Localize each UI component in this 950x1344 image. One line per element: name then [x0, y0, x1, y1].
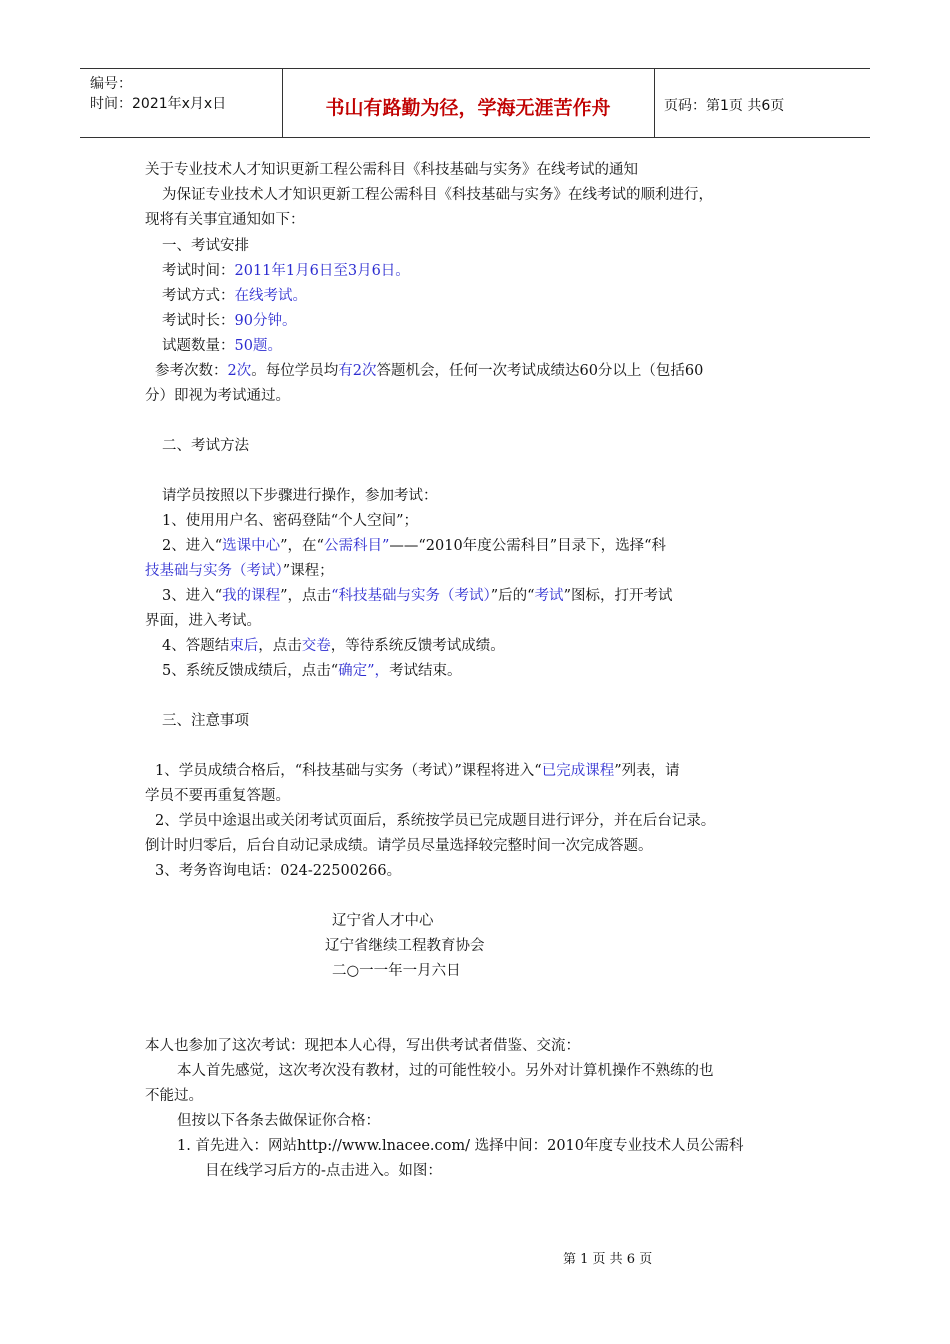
text-segment: 辽宁省人才中心 [332, 913, 434, 929]
highlighted-text: 考试 [534, 588, 564, 604]
text-segment: ”后的“ [490, 588, 535, 604]
highlighted-text: 确定”， [338, 663, 390, 679]
header-motto: 书山有路勤为径，学海无涯苦作舟 [325, 97, 611, 119]
text-line [145, 561, 334, 581]
text-segment: ”课程； [282, 563, 334, 579]
text-line [145, 836, 653, 856]
text-segment: 倒计时归零后，后台自动记录成绩。请学员尽量选择较完整时间一次完成答题。 [145, 838, 653, 854]
text-segment: 4、答题结 [162, 638, 230, 654]
text-segment: 目在线学习后方的-点击进入。如图： [205, 1163, 442, 1179]
text-segment: 一、考试安排 [162, 238, 249, 254]
text-segment: 分）即视为考试通过。 [145, 388, 290, 404]
text-segment: 试题数量： [162, 338, 235, 354]
text-line [162, 486, 438, 506]
text-segment: 考试结束。 [389, 663, 462, 679]
text-segment: 考试方式： [162, 288, 235, 304]
text-segment: 不能过。 [145, 1088, 203, 1104]
text-line [177, 1061, 714, 1081]
text-segment: 考试时长： [162, 313, 235, 329]
highlighted-text: 技基础与实务（考试） [145, 563, 283, 579]
highlighted-text: 在线考试。 [234, 288, 307, 304]
text-segment: 本人也参加了这次考试：现把本人心得，写出供考试者借鉴、交流： [145, 1038, 580, 1054]
highlighted-text: 2011年1月6日至3月6日。 [234, 263, 410, 279]
text-line [325, 936, 485, 956]
text-segment: 5、系统反馈成绩后，点击“ [162, 663, 339, 679]
document-time-label: 时间：2021年x月x日 [90, 96, 227, 112]
text-line [162, 536, 666, 556]
text-line [155, 361, 703, 381]
text-segment: 辽宁省继续工程教育协会 [325, 938, 485, 954]
text-line [162, 661, 462, 681]
header-motto-cell [282, 69, 655, 137]
text-line [162, 636, 505, 656]
text-line [145, 210, 305, 230]
document-number-label: 编号： [90, 76, 132, 92]
page-header [80, 68, 870, 138]
highlighted-text: 公需科目” [323, 538, 390, 554]
text-line [177, 1111, 380, 1131]
text-line [162, 436, 249, 456]
highlighted-text: 已完成课程 [541, 763, 615, 779]
text-segment: 3、考务咨询电话：024-22500266。 [155, 863, 402, 879]
text-segment: 1、学员成绩合格后，“科技基础与实务（考试）”课程将进入“ [155, 763, 542, 779]
text-line [205, 1161, 442, 1181]
text-line [162, 286, 307, 306]
text-segment: ，点击 [258, 638, 302, 654]
text-segment: 关于专业技术人才知识更新工程公需科目《科技基础与实务》在线考试的通知 [145, 162, 638, 178]
text-line [145, 786, 290, 806]
text-segment: 三、注意事项 [162, 713, 249, 729]
highlighted-text: 交卷 [301, 638, 331, 654]
text-line [162, 311, 296, 331]
text-segment: 现将有关事宜通知如下： [145, 212, 305, 228]
text-segment: 二○一一年一月六日 [332, 963, 461, 979]
text-segment: 但按以下各条去做保证你合格： [177, 1113, 380, 1129]
text-line [145, 611, 261, 631]
text-line [145, 386, 290, 406]
text-segment: ，等待系统反馈考试成绩。 [330, 638, 505, 654]
highlighted-text: “科技基础与实务（考试） [331, 588, 491, 604]
text-line [145, 160, 638, 180]
text-segment: 本人首先感觉，这次考次没有教材，过的可能性较小。另外对计算机操作不熟练的也 [177, 1063, 714, 1079]
text-segment: 答题机会，任何一次考试成绩达60分以上（包括60 [376, 363, 704, 379]
text-line [162, 185, 713, 205]
text-line [145, 1036, 580, 1056]
text-segment: 为保证专业技术人才知识更新工程公需科目《科技基础与实务》在线考试的顺利进行， [162, 187, 713, 203]
text-segment: 请学员按照以下步骤进行操作，参加考试： [162, 488, 438, 504]
text-line [162, 261, 410, 281]
highlighted-text: 有2次 [338, 363, 377, 379]
text-line [155, 861, 401, 881]
text-segment: 考试时间： [162, 263, 235, 279]
text-segment: 二、考试方法 [162, 438, 249, 454]
text-line [162, 236, 249, 256]
highlighted-text: 50题。 [234, 338, 282, 354]
text-segment: 1、使用用户名、密码登陆“个人空间”； [162, 513, 419, 529]
text-line [332, 961, 461, 981]
text-line [162, 586, 672, 606]
text-segment: ——“2010年度公需科目”目录下，选择“科 [389, 538, 667, 554]
text-segment: 2、进入“ [162, 538, 223, 554]
text-line [332, 911, 434, 931]
text-segment: 界面，进入考试。 [145, 613, 261, 629]
text-line [155, 761, 680, 781]
highlighted-text: 我的课程 [222, 588, 281, 604]
text-segment: 参考次数： [155, 363, 228, 379]
text-segment: ”，在“ [280, 538, 324, 554]
text-segment: 2、学员中途退出或关闭考试页面后，系统按学员已完成题目进行评分，并在后台记录。 [155, 813, 716, 829]
text-line [162, 511, 418, 531]
text-segment: ”，点击 [280, 588, 332, 604]
text-line [155, 811, 715, 831]
header-page-cell [654, 69, 870, 137]
header-info-cell [80, 69, 283, 137]
text-line [162, 711, 249, 731]
highlighted-text: 90分钟。 [234, 313, 297, 329]
header-page-number: 页码：第1页 共6页 [664, 98, 785, 114]
highlighted-text: 选课中心 [222, 538, 281, 554]
text-line [145, 1086, 203, 1106]
text-segment: 学员不要再重复答题。 [145, 788, 290, 804]
text-segment: ”图标，打开考试 [563, 588, 673, 604]
text-line [177, 1136, 744, 1156]
highlighted-text: 2次 [227, 363, 252, 379]
text-segment: ”列表，请 [614, 763, 680, 779]
page-footer: 第 1 页 共 6 页 [563, 1252, 653, 1267]
text-segment: 。每位学员均 [251, 363, 339, 379]
text-line [162, 336, 282, 356]
text-segment: 1. 首先进入：网站http://www.lnacee.com/ 选择中间：2010年度专业技术人员公需科 [177, 1138, 744, 1154]
highlighted-text: 束后 [229, 638, 259, 654]
text-segment: 3、进入“ [162, 588, 223, 604]
